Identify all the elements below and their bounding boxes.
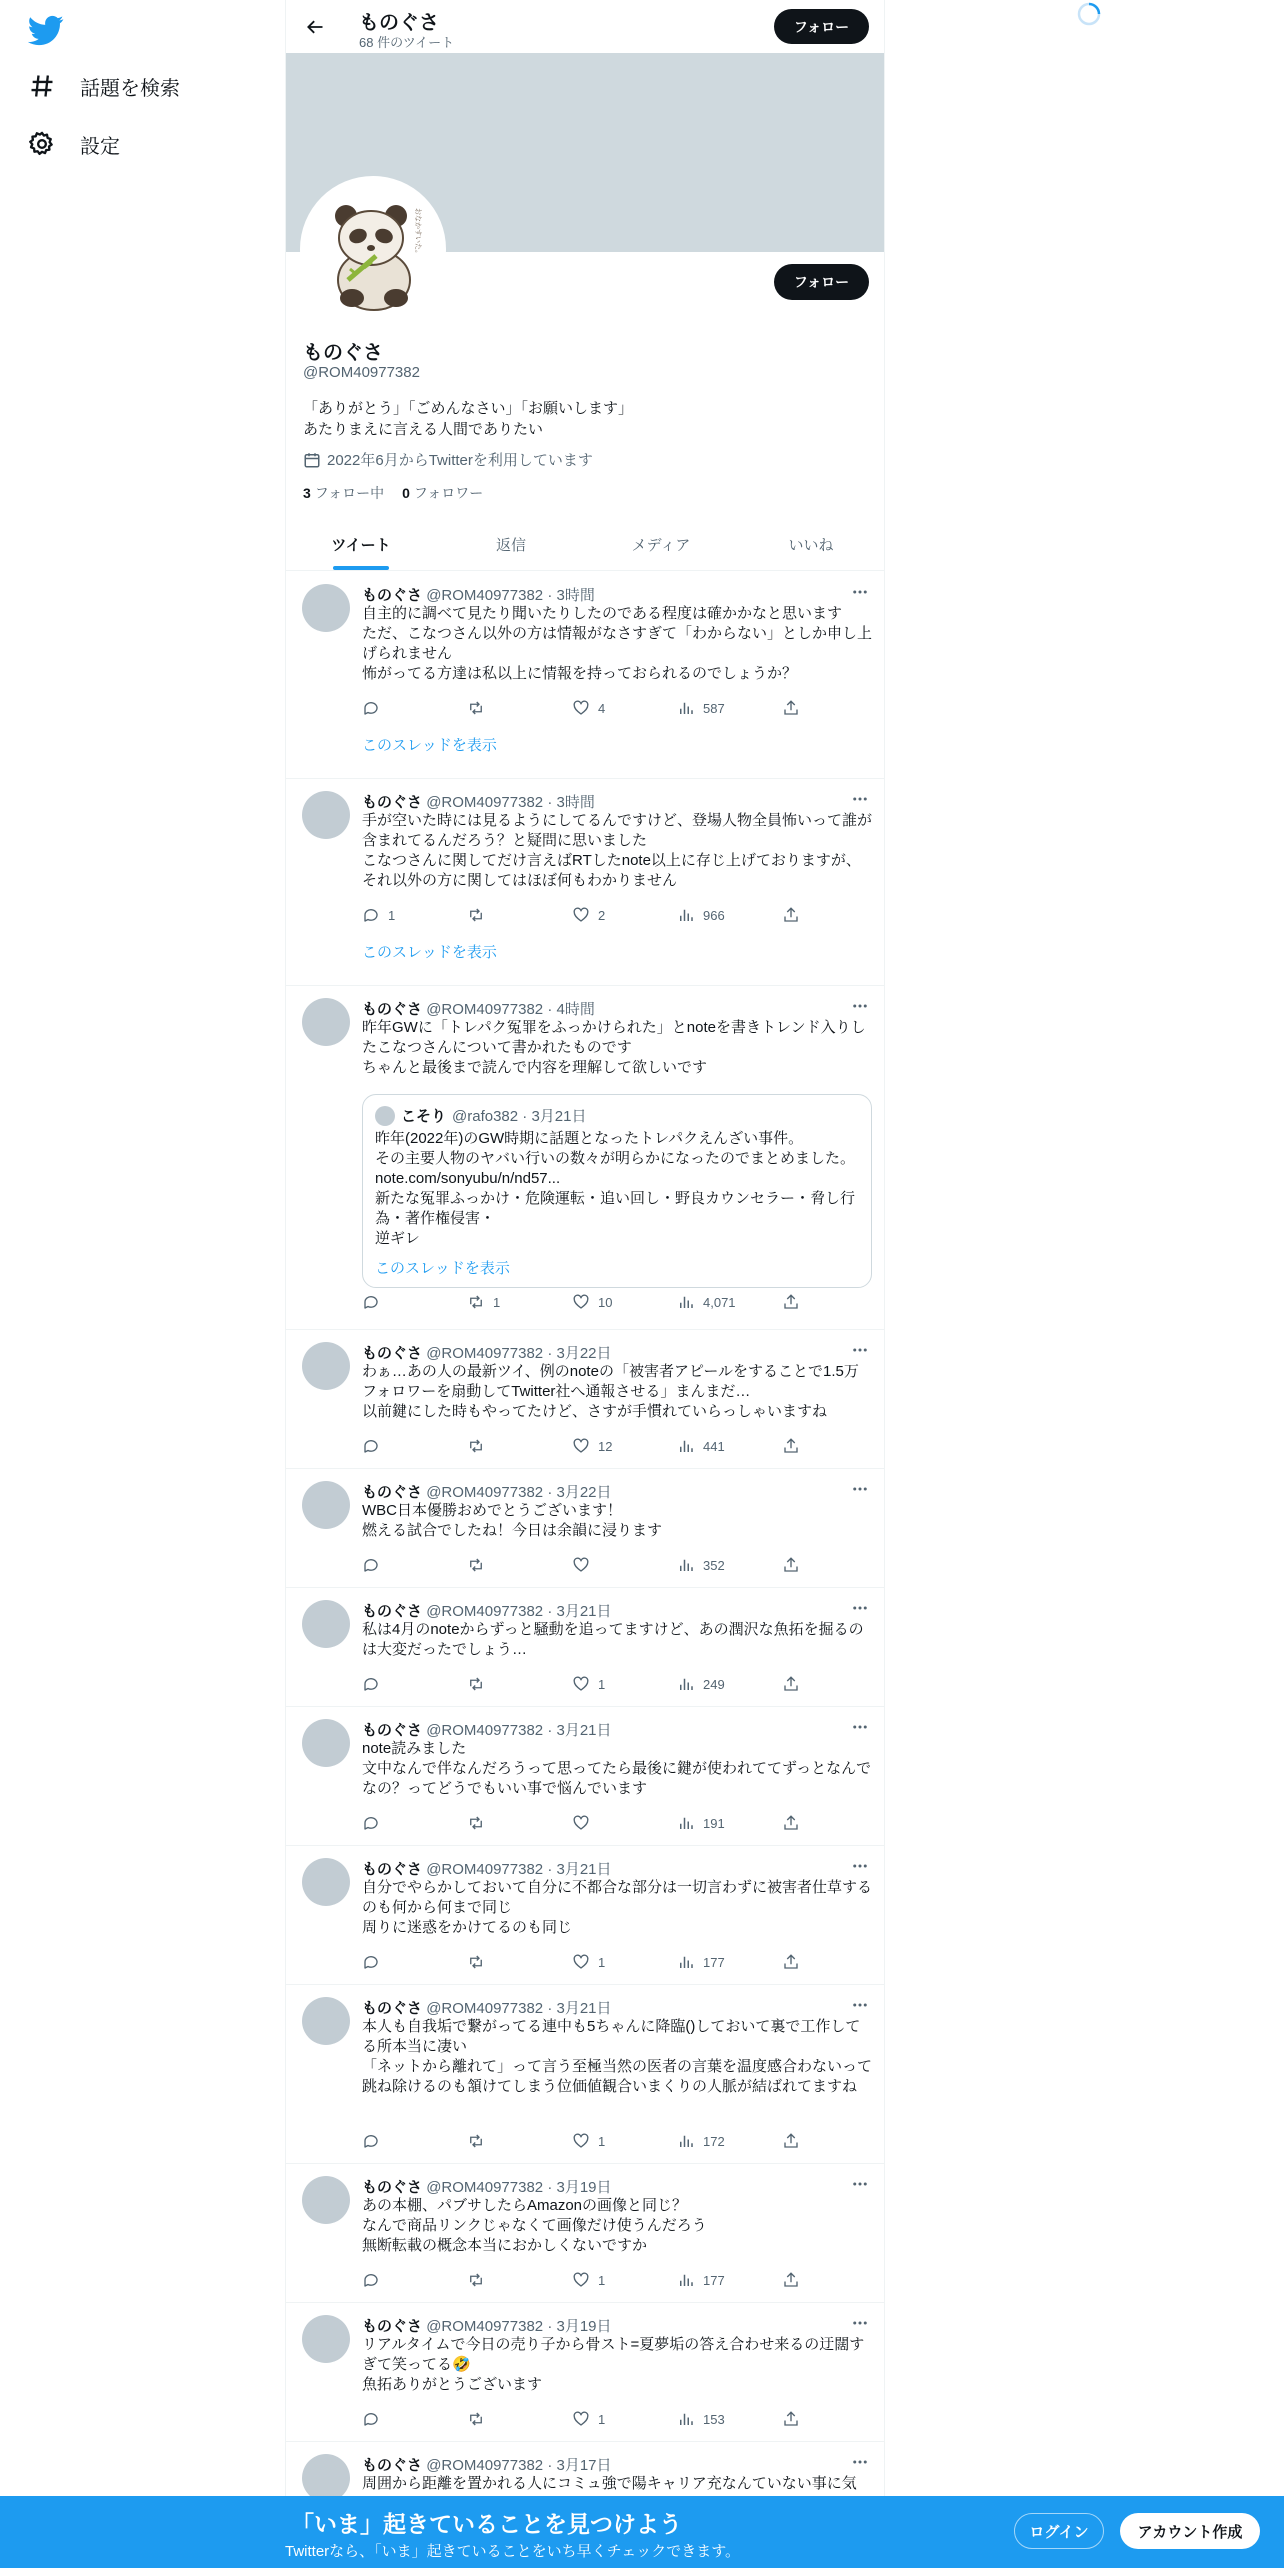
more-dots-icon xyxy=(851,2314,869,2332)
like-count: 1 xyxy=(598,1676,606,1692)
gear-icon xyxy=(28,130,56,158)
tweet-actions xyxy=(362,1292,802,1312)
reply-button[interactable] xyxy=(362,1292,442,1312)
following-label: フォロー中 xyxy=(314,485,385,501)
tweet-author-name[interactable]: ものぐさ xyxy=(362,1345,423,1362)
more-dots-icon xyxy=(851,583,869,601)
profile-avatar[interactable] xyxy=(300,176,446,322)
followers-label: フォロワー xyxy=(413,485,484,501)
tweet-more-button[interactable] xyxy=(850,1995,870,2015)
retweet-icon xyxy=(467,1556,485,1574)
tweet-more-button[interactable] xyxy=(850,1340,870,1360)
tweet-handle-time: @ROM40977382 · 3月21日 xyxy=(426,2000,612,2017)
tweet-avatar[interactable] xyxy=(302,1997,350,2045)
view-count: 587 xyxy=(703,700,725,716)
quoted-author-name: こそり xyxy=(401,1108,447,1125)
tweet-header xyxy=(362,584,595,605)
reply-button[interactable] xyxy=(362,2270,442,2290)
tweet-text: 周囲から距離を置かれる人にコミュ強で陽キャリア充なんていない事に気 xyxy=(362,2475,857,2492)
tweet-actions xyxy=(362,1555,802,1575)
tweet-handle-time: @ROM40977382 · 3月21日 xyxy=(426,1861,612,1878)
left-navigation xyxy=(0,0,285,2568)
view-count: 966 xyxy=(703,907,725,923)
following-count: 3 xyxy=(303,485,311,501)
main-column xyxy=(285,0,885,2568)
heart-icon xyxy=(572,2410,590,2428)
view-count: 191 xyxy=(703,1815,725,1831)
retweet-icon xyxy=(467,2271,485,2289)
reply-icon xyxy=(362,1437,380,1455)
tweet-more-button[interactable] xyxy=(850,2174,870,2194)
tab-media[interactable]: メディア xyxy=(631,536,691,554)
retweet-button[interactable] xyxy=(467,2409,547,2429)
reply-icon xyxy=(362,1293,380,1311)
reply-button[interactable] xyxy=(362,1436,442,1456)
tweet-text: 手が空いた時には見るようにしてるんですけど、登場人物全員怖いって誰が含まれてるんだろう？と疑問に思いました こなつさんに関してだけ言えばRTしたnote以上に存じ上げておりますが、それ以外の方に関してはほぼ何もわかりません xyxy=(362,812,873,889)
tweet-text: あの本棚、パブサしたらAmazonの画像と同じ？ なんで商品リンクじゃなくて画像だけ使うんだろう 無断転載の概念本当におかしくないですか xyxy=(362,2197,707,2254)
tweet-author-name[interactable]: ものぐさ xyxy=(362,2000,423,2017)
retweet-icon xyxy=(467,906,485,924)
like-button[interactable] xyxy=(572,2409,652,2429)
tweet-more-button[interactable] xyxy=(850,996,870,1016)
quoted-tweet[interactable] xyxy=(362,1094,872,1288)
profile-name: ものぐさ xyxy=(303,342,383,364)
tweet[interactable] xyxy=(286,1846,885,1985)
tweet-more-button[interactable] xyxy=(850,1479,870,1499)
share-icon xyxy=(782,2132,800,2150)
retweet-icon xyxy=(467,2410,485,2428)
like-button[interactable] xyxy=(572,698,652,718)
retweet-icon xyxy=(467,699,485,717)
like-button[interactable] xyxy=(572,905,652,925)
view-count: 352 xyxy=(703,1557,725,1573)
views-button[interactable] xyxy=(677,905,757,925)
followers-count: 0 xyxy=(402,485,410,501)
tweet-handle-time: @ROM40977382 · 3時間 xyxy=(426,587,595,604)
more-dots-icon xyxy=(851,2453,869,2471)
more-dots-icon xyxy=(851,790,869,808)
back-button[interactable] xyxy=(300,12,330,42)
tweet-handle-time: @ROM40977382 · 3月19日 xyxy=(426,2318,612,2335)
show-thread-link[interactable]: このスレッドを表示 xyxy=(362,944,497,961)
reply-icon xyxy=(362,1675,380,1693)
like-button[interactable] xyxy=(572,1436,652,1456)
tweet[interactable] xyxy=(286,1707,885,1846)
share-button[interactable] xyxy=(782,905,802,925)
retweet-count: 1 xyxy=(493,1294,501,1310)
tweet[interactable] xyxy=(286,1985,885,2164)
quoted-tweet-text: 昨年(2022年)のGW時期に話題となったトレパクえんざい事件。 その主要人物のヤバい行いの数々が明らかになったのでまとめました。 note.com/sonyubu/n/nd57... 新たな冤罪ふっかけ・危険運転・追い回し・野良カウンセラー・脅し行為・著作権侵害・ 逆ギレ xyxy=(375,1130,856,1247)
following-link[interactable] xyxy=(303,483,384,503)
tweet-avatar[interactable] xyxy=(302,1858,350,1906)
reply-button[interactable] xyxy=(362,2409,442,2429)
views-button[interactable] xyxy=(677,2270,757,2290)
back-arrow-icon xyxy=(305,17,325,37)
view-count: 177 xyxy=(703,2272,725,2288)
tweet-header xyxy=(362,2315,612,2336)
tweet-text: 自分でやらかしておいて自分に不都合な部分は一切言わずに被害者仕草するのも何から何まで同じ 周りに迷惑をかけてるのも同じ xyxy=(362,1879,873,1936)
tweet-text: 昨年GWに「トレパク冤罪をふっかけられた」とnoteを書きトレンド入りしたこなつさんについて書かれたものです ちゃんと最後まで読んで内容を理解して欲しいです xyxy=(362,1019,866,1076)
heart-icon xyxy=(572,2132,590,2150)
like-count: 10 xyxy=(598,1294,613,1310)
tweet-avatar[interactable] xyxy=(302,2315,350,2363)
share-icon xyxy=(782,1814,800,1832)
share-icon xyxy=(782,2271,800,2289)
views-chart-icon xyxy=(677,2410,695,2428)
like-button[interactable] xyxy=(572,1555,652,1575)
views-button[interactable] xyxy=(677,1292,757,1312)
panda-avatar-image xyxy=(304,180,442,318)
tweet[interactable] xyxy=(286,2164,885,2303)
profile-joined xyxy=(303,449,593,470)
tweet-actions xyxy=(362,2409,802,2429)
more-dots-icon xyxy=(851,2175,869,2193)
tweet[interactable] xyxy=(286,779,885,986)
tweet-header xyxy=(362,1997,612,2018)
tweet-author-name[interactable]: ものぐさ xyxy=(362,1722,423,1739)
tweet-handle-time: @ROM40977382 · 3月21日 xyxy=(426,1722,612,1739)
tab-replies[interactable]: 返信 xyxy=(495,536,526,554)
quoted-tweet-avatar xyxy=(375,1106,395,1126)
tweet-avatar[interactable] xyxy=(302,1719,350,1767)
tweet-avatar[interactable] xyxy=(302,1481,350,1529)
like-button[interactable] xyxy=(572,1674,652,1694)
tab-likes[interactable]: いいね xyxy=(788,536,834,554)
heart-icon xyxy=(572,906,590,924)
views-button[interactable] xyxy=(677,1436,757,1456)
retweet-button[interactable] xyxy=(467,1292,547,1312)
like-button[interactable] xyxy=(572,1292,652,1312)
reply-icon xyxy=(362,1953,380,1971)
tweet-text: 私は4月のnoteからずっと騒動を追ってますけど、あの潤沢な魚拓を掘るのは大変だったでしょう… xyxy=(362,1621,864,1658)
followers-link[interactable] xyxy=(402,483,483,503)
views-button[interactable] xyxy=(677,1952,757,1972)
calendar-icon xyxy=(303,451,321,469)
retweet-icon xyxy=(467,1437,485,1455)
nav-explore[interactable] xyxy=(28,68,180,104)
like-count: 4 xyxy=(598,700,606,716)
tweet-header xyxy=(362,1481,612,1502)
profile-handle: @ROM40977382 xyxy=(303,364,420,381)
share-icon xyxy=(782,1953,800,1971)
tweet-text: 本人も自我垢で繋がってる連中も5ちゃんに降臨()しておいて裏で工作してる所本当に凄い 「ネットから離れて」って言う至極当然の医者の言葉を温度感合わないって跳ね除けるのも頷けてしまう位価値観合いまくりの人脈が結ばれてますね xyxy=(362,2018,873,2095)
retweet-icon xyxy=(467,1814,485,1832)
profile-bio: 「ありがとう」「ごめんなさい」「お願いします」 あたりまえに言える人間でありたい xyxy=(303,400,634,438)
tweet-more-button[interactable] xyxy=(850,1856,870,1876)
view-count: 153 xyxy=(703,2411,725,2427)
reply-icon xyxy=(362,2410,380,2428)
views-chart-icon xyxy=(677,1814,695,1832)
tweet-author-name[interactable]: ものぐさ xyxy=(362,794,423,811)
views-button[interactable] xyxy=(677,1674,757,1694)
reply-button[interactable] xyxy=(362,1813,442,1833)
share-button[interactable] xyxy=(782,1952,802,1972)
signup-title: 「いま」起きていることを見つけよう xyxy=(291,2511,682,2537)
header-name: ものぐさ xyxy=(359,12,439,34)
reply-button[interactable] xyxy=(362,905,442,925)
more-dots-icon xyxy=(851,1480,869,1498)
tweet-handle-time: @ROM40977382 · 3月17日 xyxy=(426,2457,612,2474)
twitter-bird-icon[interactable] xyxy=(28,12,64,48)
retweet-button[interactable] xyxy=(467,2131,547,2151)
views-button[interactable] xyxy=(677,1813,757,1833)
heart-icon xyxy=(572,1675,590,1693)
profile-follow-button[interactable]: フォロー xyxy=(774,264,869,300)
tab-tweets[interactable]: ツイート xyxy=(286,518,436,570)
share-button[interactable] xyxy=(782,1292,802,1312)
views-button[interactable] xyxy=(677,2409,757,2429)
retweet-icon xyxy=(467,1293,485,1311)
tweet[interactable] xyxy=(286,1330,885,1469)
views-chart-icon xyxy=(677,1293,695,1311)
retweet-button[interactable] xyxy=(467,905,547,925)
share-button[interactable] xyxy=(782,1674,802,1694)
views-button[interactable] xyxy=(677,698,757,718)
views-chart-icon xyxy=(677,2271,695,2289)
follow-stats xyxy=(303,483,483,503)
tweet-more-button[interactable] xyxy=(850,1717,870,1737)
reply-button[interactable] xyxy=(362,1952,442,1972)
signup-button[interactable]: アカウント作成 xyxy=(1120,2513,1260,2549)
tweet-handle-time: @ROM40977382 · 3月22日 xyxy=(426,1345,612,1362)
tweet-avatar[interactable] xyxy=(302,584,350,632)
like-button[interactable] xyxy=(572,2131,652,2151)
retweet-button[interactable] xyxy=(467,1555,547,1575)
more-dots-icon xyxy=(851,1599,869,1617)
reply-icon xyxy=(362,906,380,924)
joined-text: 2022年6月からTwitterを利用しています xyxy=(327,452,593,469)
signup-banner xyxy=(0,2496,1284,2568)
tweet-actions xyxy=(362,698,802,718)
heart-icon xyxy=(572,2271,590,2289)
heart-icon xyxy=(572,1814,590,1832)
tweet[interactable] xyxy=(286,1469,885,1588)
view-count: 441 xyxy=(703,1438,725,1454)
quoted-handle-time: @rafo382 · 3月21日 xyxy=(452,1108,587,1125)
profile-tabs xyxy=(286,518,885,571)
heart-icon xyxy=(572,1556,590,1574)
tweet-text: 自主的に調べて見たり聞いたりしたのである程度は確かかなと思います ただ、こなつさん以外の方は情報がなさすぎて「わからない」としか申し上げられません 怖がってる方達は私以上に情報を持っておられるのでしょうか？ xyxy=(362,605,873,682)
like-count: 12 xyxy=(598,1438,613,1454)
tweet-handle-time: @ROM40977382 · 3月21日 xyxy=(426,1603,612,1620)
reply-icon xyxy=(362,1814,380,1832)
tweet-header xyxy=(362,1719,612,1740)
views-button[interactable] xyxy=(677,1555,757,1575)
share-icon xyxy=(782,1293,800,1311)
reply-icon xyxy=(362,2271,380,2289)
retweet-button[interactable] xyxy=(467,1436,547,1456)
tweet-author-name[interactable]: ものぐさ xyxy=(362,2179,423,2196)
tweet-handle-time: @ROM40977382 · 3月19日 xyxy=(426,2179,612,2196)
more-dots-icon xyxy=(851,1718,869,1736)
tweet-avatar[interactable] xyxy=(302,1342,350,1390)
tweet-actions xyxy=(362,2270,802,2290)
tweet-avatar[interactable] xyxy=(302,2176,350,2224)
tweet[interactable] xyxy=(286,2303,885,2442)
tweet-author-name[interactable]: ものぐさ xyxy=(362,2318,423,2335)
tweet[interactable] xyxy=(286,986,885,1330)
tweet-handle-time: @ROM40977382 · 3月22日 xyxy=(426,1484,612,1501)
tweet-header xyxy=(362,2176,612,2197)
share-icon xyxy=(782,1437,800,1455)
like-count: 1 xyxy=(598,2272,606,2288)
share-button[interactable] xyxy=(782,698,802,718)
share-button[interactable] xyxy=(782,1813,802,1833)
reply-icon xyxy=(362,699,380,717)
tweet-actions xyxy=(362,1952,802,1972)
tweet-more-button[interactable] xyxy=(850,789,870,809)
share-button[interactable] xyxy=(782,2270,802,2290)
view-count: 4,071 xyxy=(703,1294,736,1310)
like-count: 1 xyxy=(598,2411,606,2427)
like-button[interactable] xyxy=(572,1952,652,1972)
views-chart-icon xyxy=(677,1556,695,1574)
more-dots-icon xyxy=(851,1341,869,1359)
heart-icon xyxy=(572,1437,590,1455)
tweet-avatar[interactable] xyxy=(302,1600,350,1648)
share-icon xyxy=(782,2410,800,2428)
tweet-author-name[interactable]: ものぐさ xyxy=(362,1603,423,1620)
login-button[interactable]: ログイン xyxy=(1014,2513,1104,2549)
share-icon xyxy=(782,1675,800,1693)
reply-icon xyxy=(362,2132,380,2150)
tweet-actions xyxy=(362,1813,802,1833)
retweet-icon xyxy=(467,1675,485,1693)
tweet-avatar[interactable] xyxy=(302,2454,350,2502)
more-dots-icon xyxy=(851,1996,869,2014)
heart-icon xyxy=(572,1953,590,1971)
tweet-header xyxy=(362,1600,612,1621)
views-chart-icon xyxy=(677,699,695,717)
retweet-button[interactable] xyxy=(467,2270,547,2290)
tweet-avatar[interactable] xyxy=(302,791,350,839)
profile-header-bar xyxy=(286,0,885,53)
retweet-icon xyxy=(467,2132,485,2150)
header-follow-button[interactable]: フォロー xyxy=(774,9,869,44)
share-icon xyxy=(782,1556,800,1574)
heart-icon xyxy=(572,1293,590,1311)
tweet-header xyxy=(362,1858,612,1879)
panda-illustration-icon xyxy=(304,180,442,318)
tweet-actions xyxy=(362,1674,802,1694)
loading-spinner-icon xyxy=(1077,2,1101,26)
share-button[interactable] xyxy=(782,2131,802,2151)
more-dots-icon xyxy=(851,997,869,1015)
views-button[interactable] xyxy=(677,2131,757,2151)
tweet-more-button[interactable] xyxy=(850,2452,870,2472)
tweet-header xyxy=(362,791,595,812)
nav-settings-label: 設定 xyxy=(80,135,120,158)
share-button[interactable] xyxy=(782,1555,802,1575)
tweet-actions xyxy=(362,905,802,925)
tweet-author-name[interactable]: ものぐさ xyxy=(362,587,423,604)
view-count: 249 xyxy=(703,1676,725,1692)
hashtag-icon xyxy=(28,72,56,100)
tweet[interactable] xyxy=(286,572,885,779)
views-chart-icon xyxy=(677,2132,695,2150)
heart-icon xyxy=(572,699,590,717)
view-count: 172 xyxy=(703,2133,725,2149)
tweet-header xyxy=(362,1342,612,1363)
header-tweet-count: 68 件のツイート xyxy=(359,35,455,50)
tweet-text: わぁ…あの人の最新ツイ、例のnoteの「被害者アピールをすることで1.5万フォロワーを扇動してTwitter社へ通報させる」まんまだ… 以前鍵にした時もやってたけど、さすが手慣れていらっしゃいますね xyxy=(362,1363,859,1420)
share-icon xyxy=(782,906,800,924)
retweet-button[interactable] xyxy=(467,1674,547,1694)
tweet-handle-time: @ROM40977382 · 3時間 xyxy=(426,794,595,811)
tweet-more-button[interactable] xyxy=(850,2313,870,2333)
views-chart-icon xyxy=(677,906,695,924)
tweet-author-name[interactable]: ものぐさ xyxy=(362,1484,423,1501)
nav-explore-label: 話題を検索 xyxy=(80,77,180,100)
share-icon xyxy=(782,699,800,717)
tweet-header xyxy=(362,998,595,1019)
tweet-more-button[interactable] xyxy=(850,582,870,602)
tweet-actions xyxy=(362,2131,802,2151)
quoted-tweet-header xyxy=(375,1105,586,1126)
tweet-text: リアルタイムで今日の売り子から骨スト=夏夢垢の答え合わせ来るの迂闊すぎて笑ってる🤣 魚拓ありがとうございます xyxy=(362,2336,865,2393)
more-dots-icon xyxy=(851,1857,869,1875)
share-button[interactable] xyxy=(782,1436,802,1456)
signup-subtitle: Twitterなら、「いま」起きていることをいち早くチェックできます。 xyxy=(285,2543,741,2560)
retweet-button[interactable] xyxy=(467,698,547,718)
tweet-text: note読みました 文中なんで伴なんだろうって思ってたら最後に鍵が使われててずっとなんでなの？ってどうでもいい事で悩んでいます xyxy=(362,1740,872,1797)
tweet-handle-time: @ROM40977382 · 4時間 xyxy=(426,1001,595,1018)
like-button[interactable] xyxy=(572,1813,652,1833)
reply-count: 1 xyxy=(388,907,396,923)
nav-settings[interactable] xyxy=(28,126,120,162)
tweet-author-name[interactable]: ものぐさ xyxy=(362,1001,423,1018)
tweet[interactable] xyxy=(286,1588,885,1707)
tweet-header xyxy=(362,2454,612,2475)
like-button[interactable] xyxy=(572,2270,652,2290)
tweet-avatar[interactable] xyxy=(302,998,350,1046)
reply-icon xyxy=(362,1556,380,1574)
like-count: 1 xyxy=(598,1954,606,1970)
tweet-more-button[interactable] xyxy=(850,1598,870,1618)
views-chart-icon xyxy=(677,1675,695,1693)
retweet-button[interactable] xyxy=(467,1813,547,1833)
share-button[interactable] xyxy=(782,2409,802,2429)
tweet-author-name[interactable]: ものぐさ xyxy=(362,2457,423,2474)
view-count: 177 xyxy=(703,1954,725,1970)
tweet-text: WBC日本優勝おめでとうございます！ 燃える試合でしたね！今日は余韻に浸ります xyxy=(362,1502,663,1539)
reply-button[interactable] xyxy=(362,698,442,718)
like-count: 1 xyxy=(598,2133,606,2149)
reply-button[interactable] xyxy=(362,1555,442,1575)
tweet-author-name[interactable]: ものぐさ xyxy=(362,1861,423,1878)
tweet-actions xyxy=(362,1436,802,1456)
quoted-thread-link[interactable]: このスレッドを表示 xyxy=(375,1260,510,1277)
retweet-icon xyxy=(467,1953,485,1971)
avatar-handwriting: おなかすいた。 xyxy=(414,208,422,257)
like-count: 2 xyxy=(598,907,606,923)
show-thread-link[interactable]: このスレッドを表示 xyxy=(362,737,497,754)
reply-button[interactable] xyxy=(362,1674,442,1694)
views-chart-icon xyxy=(677,1953,695,1971)
reply-button[interactable] xyxy=(362,2131,442,2151)
retweet-button[interactable] xyxy=(467,1952,547,1972)
views-chart-icon xyxy=(677,1437,695,1455)
